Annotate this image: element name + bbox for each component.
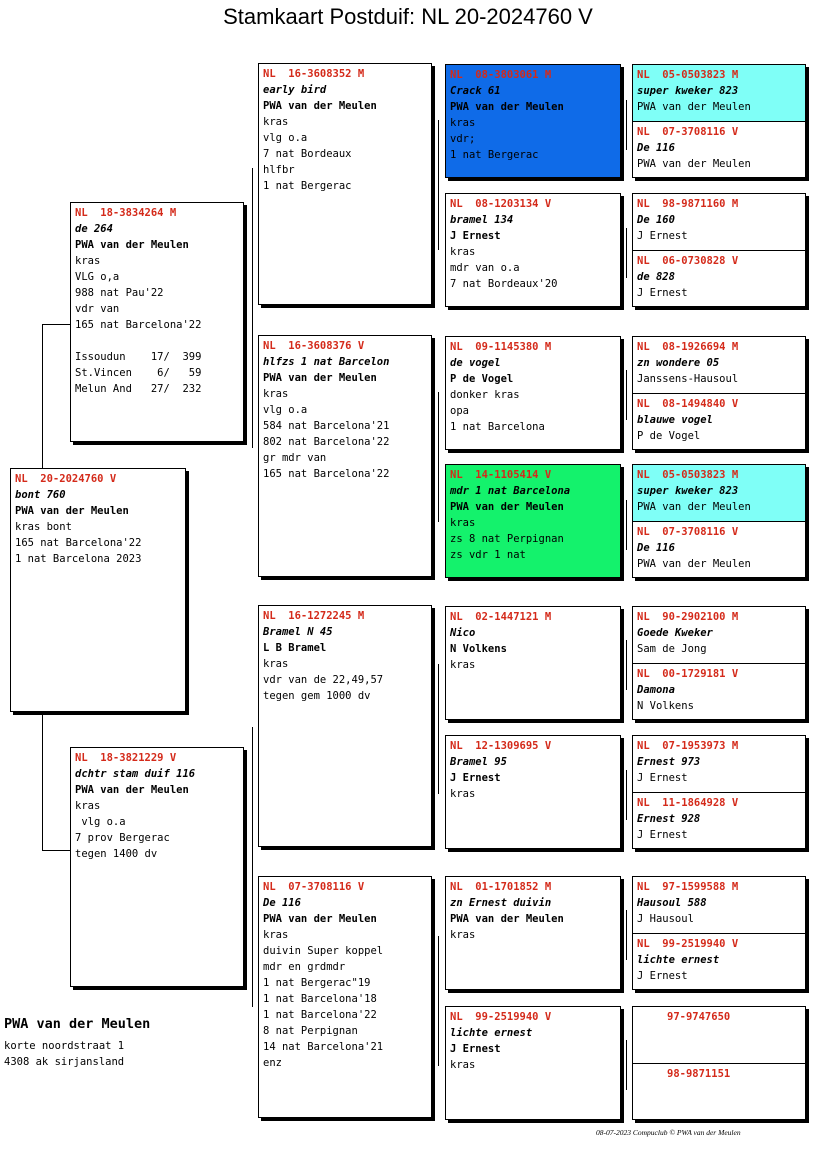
pigeon-detail-line: 1 nat Barcelona'18 (263, 993, 377, 1005)
pigeon-card-mff (445, 606, 621, 720)
pigeon-detail-line: mdr van o.a (450, 262, 520, 274)
connector-line (42, 850, 70, 851)
pigeon-card-mmf (445, 876, 621, 990)
ring-number: NL 07-1953973 M (637, 740, 739, 752)
pigeon-card-fmf (445, 336, 621, 450)
pigeon-detail-line: Melun And 27/ 232 (75, 383, 202, 395)
pigeon-detail-line: kras bont (15, 521, 72, 533)
ring-number: NL 05-0503823 M (637, 69, 739, 81)
ring-number: NL 06-0730828 V (637, 255, 739, 267)
ring-number: NL 08-3803061 M (450, 69, 552, 81)
pigeon-name: Bramel N 45 (263, 626, 333, 638)
ring-number: NL 99-2519940 V (637, 938, 739, 950)
owner-name: PWA van der Meulen (263, 100, 377, 112)
ring-number: 97-9747650 (667, 1011, 731, 1023)
pigeon-pair-p4 (632, 464, 806, 578)
owner-name: J Hausoul (637, 913, 694, 925)
pigeon-pair-cock (633, 1007, 805, 1063)
pigeon-detail-line: tegen gem 1000 dv (263, 690, 371, 702)
pigeon-detail-line: kras (75, 800, 101, 812)
owner-name: PWA van der Meulen (637, 101, 751, 113)
connector-line (42, 712, 43, 850)
pigeon-detail-line: tegen 1400 dv (75, 848, 158, 860)
pigeon-pair-hen (633, 933, 805, 990)
pigeon-detail-line: 1 nat Barcelona 2023 (15, 553, 142, 565)
pigeon-pair-p2 (632, 193, 806, 307)
pigeon-name: super kweker 823 (637, 85, 739, 97)
pigeon-detail-line: kras (450, 246, 476, 258)
connector-line (438, 664, 439, 794)
pigeon-detail-line: 14 nat Barcelona'21 (263, 1041, 384, 1053)
ring-number: NL 97-1599588 M (637, 881, 739, 893)
connector-line (42, 324, 70, 325)
pigeon-pair-cock (633, 337, 805, 393)
ring-number: NL 12-1309695 V (450, 740, 552, 752)
pigeon-name: blauwe vogel (637, 414, 713, 426)
pigeon-pair-p8 (632, 1006, 806, 1120)
pigeon-detail-line: donker kras (450, 389, 520, 401)
pigeon-detail-line: kras (263, 388, 289, 400)
pigeon-detail-line: 988 nat Pau'22 (75, 287, 164, 299)
pigeon-name: Bramel 95 (450, 756, 507, 768)
ring-number: NL 18-3834264 M (75, 207, 177, 219)
owner-name: PWA van der Meulen (15, 505, 129, 517)
owner-name: J Ernest (450, 772, 501, 784)
pigeon-detail-line: 584 nat Barcelona'21 (263, 420, 390, 432)
owner-name: Sam de Jong (637, 643, 707, 655)
pigeon-name: zn wondere 05 (637, 357, 720, 369)
page-title: Stamkaart Postduif: NL 20-2024760 V (223, 4, 593, 29)
pigeon-name: mdr 1 nat Barcelona (450, 485, 571, 497)
pigeon-detail-line: 7 nat Bordeaux'20 (450, 278, 558, 290)
ring-number: NL 08-1926694 M (637, 341, 739, 353)
pigeon-name: Ernest 928 (637, 813, 701, 825)
pigeon-detail-line: 7 nat Bordeaux (263, 148, 352, 160)
pigeon-detail-line: zs 8 nat Perpignan (450, 533, 564, 545)
pigeon-detail-line: 1 nat Barcelona (450, 421, 545, 433)
pigeon-name: Damona (637, 684, 675, 696)
owner-name: J Ernest (637, 970, 688, 982)
pigeon-name: de vogel (450, 357, 501, 369)
ring-number: NL 01-1701852 M (450, 881, 552, 893)
connector-line (626, 640, 627, 690)
ring-number: NL 16-1272245 M (263, 610, 365, 622)
ring-number: NL 08-1203134 V (450, 198, 552, 210)
ring-number: NL 02-1447121 M (450, 611, 552, 623)
breeder-city: 4308 ak sirjansland (4, 1056, 125, 1068)
pigeon-card-mmm (445, 1006, 621, 1120)
owner-name: J Ernest (450, 1043, 501, 1055)
pigeon-name: super kweker 823 (637, 485, 739, 497)
pigeon-detail-line: kras (450, 788, 476, 800)
pigeon-pair-cock (633, 194, 805, 250)
owner-name: L B Bramel (263, 642, 327, 654)
pigeon-pair-hen (633, 250, 805, 307)
pigeon-pair-hen (633, 521, 805, 578)
pigeon-name: Crack 61 (450, 85, 501, 97)
pigeon-detail-line: gr mdr van (263, 452, 327, 464)
pigeon-card-mfm (445, 735, 621, 849)
breeder-address: korte noordstraat 1 (4, 1040, 125, 1052)
ring-number: NL 09-1145380 M (450, 341, 552, 353)
owner-name: PWA van der Meulen (637, 558, 751, 570)
pigeon-detail-line: VLG o,a (75, 271, 120, 283)
ring-number: NL 07-3708116 V (263, 881, 365, 893)
pigeon-name: Nico (450, 627, 476, 639)
pigeon-name: de 264 (75, 223, 113, 235)
connector-line (42, 324, 43, 469)
ring-number: NL 18-3821229 V (75, 752, 177, 764)
pigeon-pair-cock (633, 607, 805, 663)
pigeon-name: De 116 (637, 542, 675, 554)
connector-line (438, 936, 439, 1066)
connector-line (626, 770, 627, 820)
pigeon-detail-line: Issoudun 17/ 399 (75, 351, 202, 363)
connector-line (438, 120, 439, 250)
pigeon-detail-line: 8 nat Perpignan (263, 1025, 358, 1037)
ring-number: NL 20-2024760 V (15, 473, 117, 485)
connector-line (626, 370, 627, 420)
pigeon-detail-line: hlfbr (263, 164, 295, 176)
pigeon-detail-line: 802 nat Barcelona'22 (263, 436, 390, 448)
pigeon-detail-line: vlg o.a (263, 132, 308, 144)
pigeon-detail-line: vdr van (75, 303, 120, 315)
breeder-info (4, 1016, 150, 1070)
pigeon-detail-line: enz (263, 1057, 282, 1069)
connector-line (626, 228, 627, 278)
pigeon-detail-line: duivin Super koppel (263, 945, 384, 957)
owner-name: J Ernest (450, 230, 501, 242)
ring-number: NL 16-3608376 V (263, 340, 365, 352)
connector-line (252, 168, 253, 448)
connector-line (626, 910, 627, 960)
pigeon-pair-cock (633, 877, 805, 933)
pigeon-detail-line: 165 nat Barcelona'22 (263, 468, 390, 480)
pigeon-card-fff (445, 64, 621, 178)
pigeon-pair-p6 (632, 735, 806, 849)
pigeon-card-fm (258, 335, 432, 577)
pigeon-detail-line: vlg o.a (75, 816, 126, 828)
pigeon-detail-line: 1 nat Bergerac (450, 149, 539, 161)
owner-name: J Ernest (637, 230, 688, 242)
pigeon-detail-line: 165 nat Barcelona'22 (15, 537, 142, 549)
owner-name: PWA van der Meulen (75, 784, 189, 796)
owner-name: PWA van der Meulen (263, 913, 377, 925)
connector-line (626, 1040, 627, 1090)
pigeon-name: de 828 (637, 271, 675, 283)
pigeon-detail-line: vdr; (450, 133, 476, 145)
pigeon-name: bont 760 (15, 489, 66, 501)
pigeon-detail-line: vlg o.a (263, 404, 308, 416)
pigeon-name: early bird (263, 84, 327, 96)
pigeon-card-father (70, 202, 244, 442)
owner-name: PWA van der Meulen (637, 158, 751, 170)
ring-number: NL 99-2519940 V (450, 1011, 552, 1023)
pigeon-pair-p5 (632, 606, 806, 720)
pigeon-name: lichte ernest (637, 954, 720, 966)
pigeon-card-mother (70, 747, 244, 987)
pigeon-card-fmm (445, 464, 621, 578)
pigeon-pair-p3 (632, 336, 806, 450)
pigeon-name: bramel 134 (450, 214, 514, 226)
connector-line (252, 727, 253, 1007)
connector-line (438, 392, 439, 522)
pigeon-detail-line (75, 333, 239, 349)
pigeon-detail-line: kras (450, 929, 476, 941)
pigeon-card-ff (258, 63, 432, 305)
pigeon-card-mf (258, 605, 432, 847)
ring-number: NL 11-1864928 V (637, 797, 739, 809)
breeder-name: PWA van der Meulen (4, 1016, 151, 1032)
pigeon-name: De 116 (637, 142, 675, 154)
owner-name: PWA van der Meulen (450, 501, 564, 513)
ring-number: NL 07-3708116 V (637, 526, 739, 538)
owner-name: J Ernest (637, 772, 688, 784)
pigeon-name: dchtr stam duif 116 (75, 768, 196, 780)
pigeon-detail-line: 1 nat Bergerac"19 (263, 977, 371, 989)
ring-number: NL 08-1494840 V (637, 398, 739, 410)
pigeon-detail-line: kras (450, 117, 476, 129)
pigeon-detail-line: kras (263, 929, 289, 941)
pigeon-detail-line: mdr en grdmdr (263, 961, 346, 973)
pigeon-pair-p7 (632, 876, 806, 990)
ring-number: NL 14-1105414 V (450, 469, 552, 481)
connector-line (626, 100, 627, 150)
pigeon-card-mm (258, 876, 432, 1118)
pigeon-pair-cock (633, 465, 805, 521)
pigeon-pair-cock (633, 736, 805, 792)
pigeon-pair-hen (633, 792, 805, 849)
connector-line (626, 500, 627, 550)
pigeon-detail-line: zs vdr 1 nat (450, 549, 526, 561)
pigeon-detail-line: 1 nat Barcelona'22 (263, 1009, 377, 1021)
owner-name: PWA van der Meulen (263, 372, 377, 384)
pigeon-name: De 160 (637, 214, 675, 226)
pigeon-detail-line: kras (263, 658, 289, 670)
owner-name: Janssens-Hausoul (637, 373, 739, 385)
ring-number: NL 00-1729181 V (637, 668, 739, 680)
pigeon-detail-line: 1 nat Bergerac (263, 180, 352, 192)
pigeon-detail-line: 165 nat Barcelona'22 (75, 319, 202, 331)
pigeon-card-ffm (445, 193, 621, 307)
pigeon-pair-hen (633, 121, 805, 178)
pigeon-name: Goede Kweker (637, 627, 713, 639)
ring-number: NL 07-3708116 V (637, 126, 739, 138)
pigeon-detail-line: kras (450, 1059, 476, 1071)
pigeon-detail-line: vdr van de 22,49,57 (263, 674, 384, 686)
owner-name: N Volkens (637, 700, 694, 712)
footer-credit: 08-07-2023 Compuclub © PWA van der Meulen (596, 1128, 741, 1137)
owner-name: PWA van der Meulen (450, 101, 564, 113)
pigeon-detail-line: opa (450, 405, 469, 417)
pigeon-detail-line: kras (450, 659, 476, 671)
owner-name: P de Vogel (637, 430, 701, 442)
owner-name: PWA van der Meulen (637, 501, 751, 513)
ring-number: NL 16-3608352 M (263, 68, 365, 80)
pigeon-name: De 116 (263, 897, 301, 909)
pigeon-detail-line: kras (75, 255, 101, 267)
pigeon-pair-p1 (632, 64, 806, 178)
owner-name: N Volkens (450, 643, 507, 655)
owner-name: J Ernest (637, 829, 688, 841)
owner-name: PWA van der Meulen (450, 913, 564, 925)
pigeon-pair-hen (633, 393, 805, 450)
pigeon-pair-hen (633, 663, 805, 720)
pigeon-card-subject (10, 468, 186, 712)
ring-number: NL 98-9871160 M (637, 198, 739, 210)
pigeon-name: Hausoul 588 (637, 897, 707, 909)
ring-number: 98-9871151 (667, 1068, 731, 1080)
owner-name: PWA van der Meulen (75, 239, 189, 251)
pigeon-name: zn Ernest duivin (450, 897, 552, 909)
pigeon-detail-line: 7 prov Bergerac (75, 832, 170, 844)
pigeon-pair-hen (633, 1063, 805, 1120)
pigeon-name: hlfzs 1 nat Barcelon (263, 356, 390, 368)
pigeon-detail-line: kras (263, 116, 289, 128)
ring-number: NL 05-0503823 M (637, 469, 739, 481)
pigeon-detail-line: St.Vincen 6/ 59 (75, 367, 202, 379)
pigeon-name: lichte ernest (450, 1027, 533, 1039)
ring-number: NL 90-2902100 M (637, 611, 739, 623)
owner-name: J Ernest (637, 287, 688, 299)
pigeon-pair-cock (633, 65, 805, 121)
pigeon-detail-line: kras (450, 517, 476, 529)
owner-name: P de Vogel (450, 373, 514, 385)
pigeon-name: Ernest 973 (637, 756, 701, 768)
